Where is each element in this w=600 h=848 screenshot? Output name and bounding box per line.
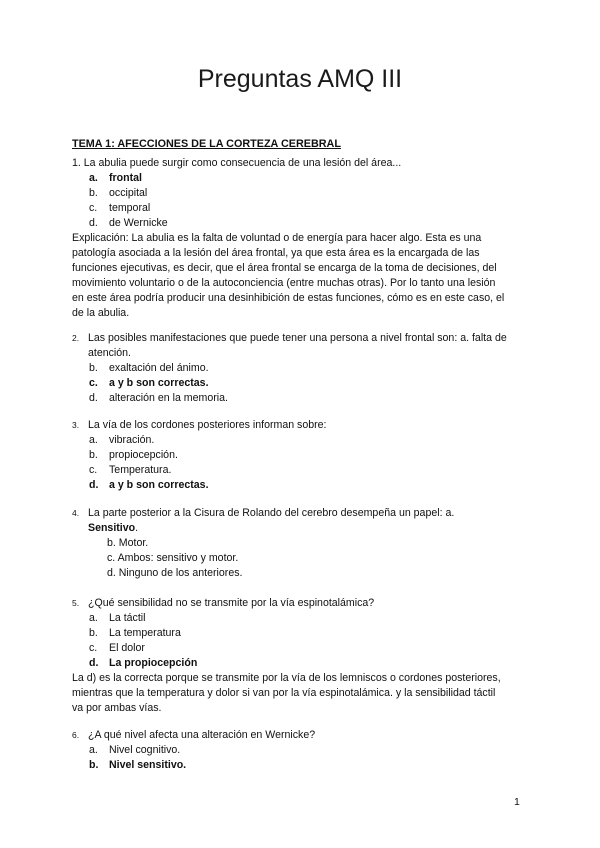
question-2-option-b: b. exaltación del ánimo. xyxy=(89,362,209,374)
question-2-option-c: c. a y b son correctas. xyxy=(89,377,209,389)
question-5-option-d: d. La propiocepción xyxy=(89,657,198,669)
explanation-line: movimiento voluntario o de la autoconciencia (entre muchas otras). Por lo tanto una lesión xyxy=(72,277,496,289)
question-3-option-d: d. a y b son correctas. xyxy=(89,479,209,491)
question-3-stem: 3. La vía de los cordones posteriores informan sobre: xyxy=(72,419,327,431)
explanation-line: patología asociada a la lesión del área frontal, ya que esta área es la encargada de las xyxy=(72,247,480,259)
question-1-option-d: d. de Wernicke xyxy=(89,217,168,229)
question-3-option-b: b. propiocepción. xyxy=(89,449,178,461)
question-2-stem: 2. Las posibles manifestaciones que puede tener una persona a nivel frontal son: a. falta de xyxy=(72,332,507,344)
question-4-option-a: Sensitivo. xyxy=(88,522,139,534)
question-6-option-b: b. Nivel sensitivo. xyxy=(89,759,187,771)
question-3-option-a: a. vibración. xyxy=(89,434,155,446)
question-6-option-a: a. Nivel cognitivo. xyxy=(89,744,181,756)
explanation-line: va por ambas vías. xyxy=(72,702,162,714)
explanation-line: de la abulia. xyxy=(72,307,130,319)
question-4-stem: 4. La parte posterior a la Cisura de Rolando del cerebro desempeña un papel: a. xyxy=(72,507,455,519)
page-number: 1 xyxy=(514,796,520,808)
question-5-option-b: b. La temperatura xyxy=(89,627,181,639)
question-1-stem: 1. La abulia puede surgir como consecuencia de una lesión del área... xyxy=(72,157,402,169)
explanation-line: funciones ejecutivas, es decir, que el área frontal se encarga de la toma de decisiones, del xyxy=(72,262,497,274)
explanation-line: La d) es la correcta porque se transmite por la vía de los lemniscos o cordones posteriores, xyxy=(72,672,501,684)
explanation-line: en este área podría producir una desinhibición de estas funciones, cómo es en este caso, el xyxy=(72,292,505,304)
explanation-line: Explicación: La abulia es la falta de voluntad o de energía para hacer algo. Esta es una xyxy=(72,232,482,244)
question-5-option-c: c. El dolor xyxy=(89,642,145,654)
page-title: Preguntas AMQ III xyxy=(197,65,403,93)
explanation-line: mientras que la temperatura y dolor si van por la vía espinotalámica. y la sensibilidad táctil xyxy=(72,687,496,699)
question-1-option-a: a. frontal xyxy=(89,172,142,184)
question-4-option-c: c. Ambos: sensitivo y motor. xyxy=(107,552,239,564)
question-4-option-d: d. Ninguno de los anteriores. xyxy=(107,567,243,579)
question-2-option-d: d. alteración en la memoria. xyxy=(89,392,228,404)
question-5-stem: 5. ¿Qué sensibilidad no se transmite por la vía espinotalámica? xyxy=(72,597,375,609)
question-6-stem: 6. ¿A qué nivel afecta una alteración en Wernicke? xyxy=(72,729,316,741)
question-1-option-b: b. occipital xyxy=(89,187,148,199)
question-3-option-c: c. Temperatura. xyxy=(89,464,172,476)
question-1-option-c: c. temporal xyxy=(89,202,151,214)
question-5-option-a: a. La táctil xyxy=(89,612,146,624)
section-heading: TEMA 1: AFECCIONES DE LA CORTEZA CEREBRAL xyxy=(72,138,341,150)
question-4-option-b: b. Motor. xyxy=(107,537,149,549)
question-2-stem-continued: atención. xyxy=(88,347,131,359)
